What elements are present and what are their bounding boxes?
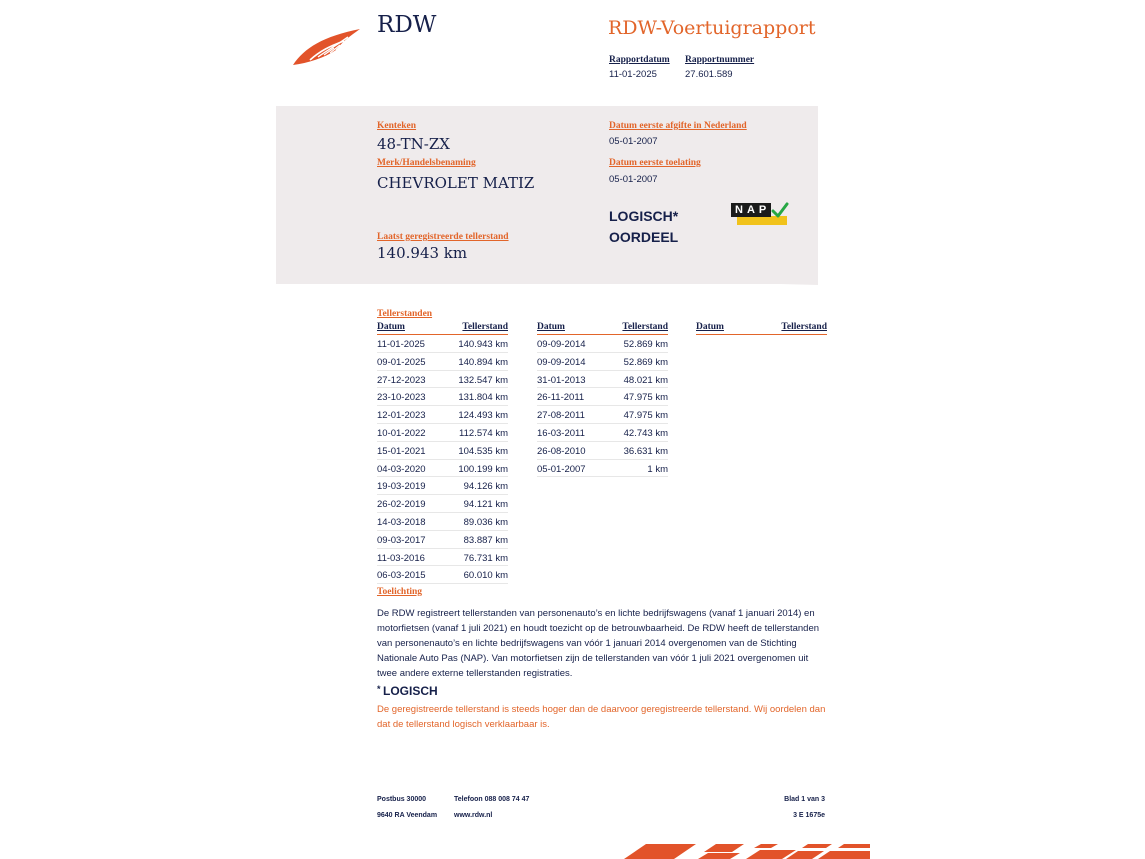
row-date: 27-08-2011 bbox=[537, 410, 585, 422]
footer-website: www.rdw.nl bbox=[454, 812, 493, 819]
table-row bbox=[537, 371, 668, 389]
row-date: 26-11-2011 bbox=[537, 392, 585, 404]
footer-postbus: Postbus 30000 bbox=[377, 796, 427, 803]
row-date: 04-03-2020 bbox=[377, 463, 426, 475]
decorative-stripes-icon bbox=[620, 842, 870, 859]
toelichting-line: motorfietsen (vanaf 1 juli 2021) en houdt toezicht op de betrouwbaarheid. De RDW heeft de tellerstanden bbox=[377, 623, 820, 634]
row-date: 09-09-2014 bbox=[537, 356, 586, 368]
column-header-value: Tellerstand bbox=[462, 322, 508, 332]
table-row bbox=[377, 406, 508, 424]
table-row bbox=[537, 388, 668, 406]
km-label: Laatst geregistreerde tellerstand bbox=[377, 232, 509, 242]
oordeel-line2: OORDEEL bbox=[609, 229, 679, 245]
toelating-value: 05-01-2007 bbox=[609, 174, 658, 185]
rdw-logo-icon bbox=[290, 26, 368, 68]
row-date: 11-01-2025 bbox=[377, 339, 425, 350]
row-date: 31-01-2013 bbox=[537, 374, 586, 386]
row-date: 14-03-2018 bbox=[377, 516, 426, 528]
logisch-line: De geregistreerde tellerstand is steeds hoger dan de daarvoor geregistreerde tellerstand. Wij oordelen dan bbox=[377, 704, 826, 715]
row-date: 06-03-2015 bbox=[377, 570, 426, 582]
tellerstanden-title: Tellerstanden bbox=[377, 309, 433, 319]
row-value: 89.036 km bbox=[463, 516, 508, 528]
report-title: RDW-Voertuigrapport bbox=[608, 17, 816, 39]
row-value: 131.804 km bbox=[458, 392, 508, 404]
table-row bbox=[537, 460, 668, 478]
footer-postcode: 9640 RA Veendam bbox=[377, 812, 438, 819]
row-value: 52.869 km bbox=[623, 339, 668, 350]
column-header-date: Datum bbox=[537, 322, 565, 332]
row-date: 26-02-2019 bbox=[377, 499, 426, 511]
merk-label: Merk/Handelsbenaming bbox=[377, 158, 476, 168]
table-row bbox=[377, 460, 508, 478]
row-value: 60.010 km bbox=[463, 570, 508, 582]
row-value: 1 km bbox=[647, 463, 668, 475]
toelichting-line: van personenauto’s en lichte bedrijfswagens van vóór 1 januari 2014 overgenomen van de Stichting bbox=[377, 638, 797, 649]
table-row bbox=[537, 406, 668, 424]
row-date: 12-01-2023 bbox=[377, 410, 426, 422]
logisch-text bbox=[377, 702, 825, 732]
toelichting-line: Nationale Auto Pas (NAP). Van motorfietsen zijn de tellerstanden van vóór 1 juli 2021 overgenomen uit bbox=[377, 653, 809, 664]
row-date: 26-08-2010 bbox=[537, 445, 586, 457]
table-row bbox=[377, 442, 508, 460]
report-date-label: Rapportdatum bbox=[609, 55, 670, 65]
brand-name: RDW bbox=[377, 12, 437, 38]
table-row bbox=[377, 549, 508, 567]
row-value: 140.943 km bbox=[458, 339, 508, 350]
toelichting-text bbox=[377, 606, 819, 681]
table-row bbox=[377, 335, 508, 353]
row-value: 76.731 km bbox=[463, 552, 508, 564]
merk-value: CHEVROLET MATIZ bbox=[377, 174, 535, 192]
table-row bbox=[537, 353, 668, 371]
row-date: 19-03-2019 bbox=[377, 481, 426, 493]
row-date: 15-01-2021 bbox=[377, 445, 426, 457]
tellerstanden-column-3 bbox=[696, 320, 827, 335]
row-value: 52.869 km bbox=[623, 356, 668, 368]
kenteken-value: 48-TN-ZX bbox=[377, 135, 450, 153]
row-value: 124.493 km bbox=[458, 410, 508, 422]
report-date-value: 11-01-2025 bbox=[609, 69, 657, 80]
footer-telefoon: Telefoon 088 008 74 47 bbox=[454, 796, 530, 803]
tellerstanden-column-1 bbox=[377, 320, 508, 584]
row-date: 09-01-2025 bbox=[377, 356, 426, 368]
row-value: 47.975 km bbox=[623, 392, 668, 404]
row-value: 48.021 km bbox=[623, 374, 668, 386]
row-date: 09-09-2014 bbox=[537, 339, 586, 350]
table-row bbox=[377, 477, 508, 495]
row-value: 140.894 km bbox=[458, 356, 508, 368]
table-row bbox=[377, 424, 508, 442]
row-value: 94.126 km bbox=[463, 481, 508, 493]
logisch-heading bbox=[377, 684, 438, 698]
footer-page: Blad 1 van 3 bbox=[784, 796, 825, 803]
nap-logo-text: NAP bbox=[731, 203, 771, 217]
row-date: 11-03-2016 bbox=[377, 552, 425, 564]
table-row bbox=[377, 353, 508, 371]
table-row bbox=[537, 442, 668, 460]
row-value: 83.887 km bbox=[463, 534, 508, 546]
row-value: 112.574 km bbox=[459, 427, 508, 439]
table-row bbox=[377, 513, 508, 531]
panel-cut-corner bbox=[276, 271, 818, 285]
logisch-heading-text: LOGISCH bbox=[383, 684, 438, 698]
table-row bbox=[377, 495, 508, 513]
row-value: 42.743 km bbox=[623, 427, 668, 439]
toelating-label: Datum eerste toelating bbox=[609, 158, 701, 168]
row-value: 47.975 km bbox=[623, 410, 668, 422]
vehicle-summary-panel bbox=[276, 106, 818, 284]
table-header bbox=[377, 320, 508, 335]
row-date: 10-01-2022 bbox=[377, 427, 426, 439]
toelichting-line: De RDW registreert tellerstanden van personenauto’s en lichte bedrijfswagens (vanaf 1 januari 2014) en bbox=[377, 608, 815, 619]
afgifte-label: Datum eerste afgifte in Nederland bbox=[609, 121, 747, 131]
row-date: 05-01-2007 bbox=[537, 463, 586, 475]
kenteken-label: Kenteken bbox=[377, 121, 417, 131]
table-row bbox=[377, 566, 508, 584]
nap-badge bbox=[731, 203, 789, 227]
row-value: 36.631 km bbox=[623, 445, 668, 457]
column-header-date: Datum bbox=[377, 322, 405, 332]
column-header-date: Datum bbox=[696, 322, 724, 332]
column-header-value: Tellerstand bbox=[622, 322, 668, 332]
column-header-value: Tellerstand bbox=[781, 322, 827, 332]
table-header bbox=[696, 320, 827, 335]
report-number-value: 27.601.589 bbox=[685, 69, 733, 80]
row-date: 23-10-2023 bbox=[377, 392, 426, 404]
row-value: 94.121 km bbox=[463, 499, 508, 511]
oordeel-line1: LOGISCH* bbox=[609, 208, 679, 224]
toelichting-title: Toelichting bbox=[377, 587, 423, 597]
table-row bbox=[537, 335, 668, 353]
logisch-star: * bbox=[377, 684, 384, 694]
nap-boxes bbox=[731, 203, 771, 217]
toelichting-line: twee andere externe tellerstanden registraties. bbox=[377, 668, 573, 679]
check-icon bbox=[771, 202, 789, 219]
report-number-label: Rapportnummer bbox=[685, 55, 755, 65]
footer-code: 3 E 1675e bbox=[793, 812, 825, 819]
table-row bbox=[377, 388, 508, 406]
row-value: 104.535 km bbox=[458, 445, 508, 457]
row-date: 09-03-2017 bbox=[377, 534, 426, 546]
row-value: 132.547 km bbox=[458, 374, 508, 386]
logisch-line: dat de tellerstand logisch verklaarbaar is. bbox=[377, 719, 550, 730]
table-row bbox=[377, 371, 508, 389]
row-date: 27-12-2023 bbox=[377, 374, 426, 386]
row-value: 100.199 km bbox=[458, 463, 508, 475]
afgifte-value: 05-01-2007 bbox=[609, 136, 658, 147]
row-date: 16-03-2011 bbox=[537, 427, 585, 439]
km-value: 140.943 km bbox=[377, 244, 468, 262]
table-header bbox=[537, 320, 668, 335]
tellerstanden-column-2 bbox=[537, 320, 668, 477]
table-row bbox=[537, 424, 668, 442]
table-row bbox=[377, 531, 508, 549]
